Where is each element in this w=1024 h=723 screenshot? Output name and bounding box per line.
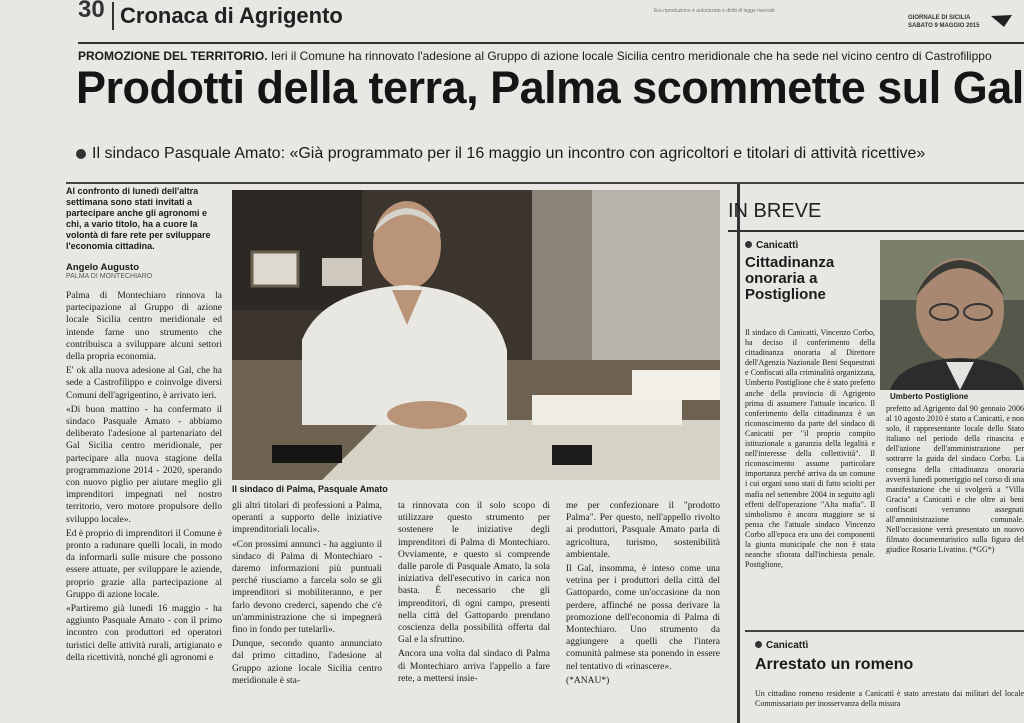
postiglione-portrait-illustration [880, 240, 1024, 390]
paragraph: «Partiremo già lunedì 16 maggio - ha aggiunto Pasquale Amato - con il primo incontro con produttori ed operatori turistici delle attività rurali, artigianato e della ricettività, nonché gli agronomi e [66, 604, 222, 663]
article-column-2 [232, 500, 382, 723]
brief-text: Un cittadino romeno residente a Canicattì è stato arrestato dai militari del locale Commissariato per inosservanza della misura [755, 689, 1024, 708]
author-name: Angelo Augusto [66, 262, 139, 273]
in-breve-rule [728, 230, 1024, 232]
bullet-icon [76, 149, 86, 159]
paragraph: «Con prossimi annunci - ha aggiunto il sindaco di Palma di Montechiaro - daremo informazioni più puntuali perché riusciamo a farcela solo se gli imprenditori si mobiliteranno, e per farlo devono crederci, sapendo che c'è un'amministrazione che si impegnerà fino in fondo per tutelarli». [232, 539, 382, 636]
sicily-logo-icon [990, 14, 1014, 28]
column-divider [737, 184, 740, 723]
kicker [78, 49, 1024, 63]
portrait-caption: Umberto Postiglione [890, 392, 969, 401]
byline [66, 262, 222, 280]
paragraph: ta rinnovata con il solo scopo di utilizzare questo strumento per sostenere le iniziative degli imprenditori di Palma di Montechiaro. Ovviamente, e questo si comprende dalle parole di Pasquale Amato, la sola iniziativa dell'esecutivo in carica non basta. È necessario che gli imprenditori, di ogni campo, presenti nella città del Gattopardo prendano coscienza della possibilità offerta dal Gal e la sfruttino. [398, 501, 550, 646]
page-header [78, 0, 1024, 38]
intro-summary: Al confronto di lunedì dell'altra settimana sono stati invitati a partecipare anche gli agronomi e chi, a vario titolo, ha a cuore la volontà di fare rete per sviluppare l'economia cittadina. [66, 186, 211, 251]
paragraph: (*ANAU*) [566, 675, 610, 686]
brief-title: Arrestato un romeno [755, 656, 914, 673]
page-number: 30 [78, 0, 105, 23]
newspaper-name: GIORNALE DI SICILIA [908, 15, 971, 21]
mayor-photo [232, 190, 720, 480]
brief-text-column-b: prefetto ad Agrigento dal 90 gennaio 2006 al 10 agosto 2010 è stato a Canicattì, e non solo, il rappresentante locale dello Stato italiano nel periodo della rinascita e dell'azione dell'amministrazione per sottrarre la guida del sindaco Corbo. La consegna della cittadinanza onoraria avverrà lunedì pomeriggio nel corso di una manifestazione che si svolgerà a "Villa Gracia" a Canicattì e che oltre ai beni confiscati verranno assegnati all'amministrazione comunale. Nell'occasione verrà presentato un nuovo filmato documentaristico sulla figura del giudice Rosario Livatino. (*GG*) [886, 404, 1024, 555]
brief-item-arresto [755, 640, 1024, 713]
article-column-1 [66, 290, 222, 723]
brief-rule [745, 630, 1024, 632]
paragraph: Il Gal, insomma, è inteso come una vetrina per i produttori della città del Gattopardo, come un'occasione da non perdere, affinché ne possa derivare la promozione dell'economia di Palma di Montechiaro. Uno strumento da aggiungere a quelli che l'intera comunità palmese sta ponendo in essere nel tentativo di «rinascere». [566, 564, 720, 672]
section-title: Cronaca di Agrigento [112, 2, 343, 30]
brief-title: Cittadinanza onoraria a Postiglione [745, 254, 835, 303]
paragraph: «Di buon mattino - ha confermato il sindaco Pasquale Amato - abbiamo deliberato l'adesione al partenariato del Gal Sicilia centro meridionale, per partecipare alla nuova stagione della programmazione 2014 - 2020, sperando con nuovo piglio per aiutare meglio gli imprenditori impegnati nel nostro territorio, vero motore propulsore dello sviluppo locale». [66, 404, 222, 525]
subheadline-text: Il sindaco Pasquale Amato: «Già programmato per il 16 maggio un incontro con agricoltori e titolari di attività ricettive» [92, 145, 926, 162]
paragraph: Dunque, secondo quanto annunciato dal primo cittadino, l'adesione al Gruppo azione locale Sicilia centro meridionale è sta- [232, 639, 382, 686]
photo-caption: Il sindaco di Palma, Pasquale Amato [232, 484, 388, 494]
kicker-text: Ieri il Comune ha rinnovato l'adesione al Gruppo di azione locale Sicilia centro meridionale che ha sede nel vicino centro di Castrofilippo [270, 49, 992, 63]
mayor-photo-illustration [232, 190, 720, 480]
subheadline [76, 145, 1024, 163]
paragraph: Ed è proprio di imprenditori il Comune è pronto a radunare quelli locali, in modo da informarli sulle misure che possono essere attuate, per sviluppare le aziende, proprio grazie alla partecipazione al Gruppo di azione locale. [66, 528, 222, 600]
article-column-3 [398, 500, 550, 723]
paragraph: Palma di Montechiaro rinnova la partecipazione al Gruppo di azione locale Sicilia centro meridionale ed intende farne uno strumento che contribuisca a sviluppare alcuni settori della propria economia. [66, 291, 222, 363]
paragraph: me per confezionare il "prodotto Palma". Per questo, nell'appello rivolto ai produttori, Pasquale Amato parla di agricoltura, turismo, sostenibilità ambientale. [566, 501, 720, 560]
dateline: PALMA DI MONTECHIARO [66, 273, 153, 280]
headline-rule [66, 182, 1024, 184]
paragraph: E' ok alla nuova adesione al Gal, che ha sede a Castrofilippo e coinvolge diversi Comuni dell'agrigentino, è arrivato ieri. [66, 366, 222, 401]
brief-location-tag: Canicattì [745, 240, 875, 251]
brief-text-column-a: Il sindaco di Canicattì, Vincenzo Corbo, ha deciso il conferimento della cittadinanza onoraria al Direttore dell'Agenzia Nazionale Beni Sequestrati e Confiscati alla criminalità organizzata, Umberto Postiglione che è stato prefetto anche della provincia di Agrigento prima di assumere l'attuale incarico. Il conferimento della cittadinanza è un riconoscimento da parte del sindaco di Canicattì per "il proprio compito istituzionale a garanzia della legalità e nell'interesse della collettività". Il riconoscimento assume particolare importanza perché arriva da un comune i cui organi sono stati di fatto sciolti per mafia nel settembre 2004 in seguito agli effetti dell'operazione "Alta mafia". Il simbolismo è ancora maggiore se si pensa che l'attuale sindaco Vincenzo Corbo all'epoca era uno dei componenti la giunta municipale che non è stata neanche sfiorata dall'inchiesta penale. Postiglione, [745, 328, 875, 570]
paragraph: gli altri titolari di professioni a Palma, operanti a supporto delle iniziative imprenditoriali locali». [232, 501, 382, 536]
header-rule [78, 42, 1024, 44]
headline: Prodotti della terra, Palma scommette sul Gal [76, 62, 1024, 113]
newspaper-date: SABATO 9 MAGGIO 2015 [908, 23, 980, 29]
reproduction-notice: Era riproduzione è autorizzata e diritti di legge riservati [654, 8, 775, 14]
kicker-label: PROMOZIONE DEL TERRITORIO. [78, 49, 268, 63]
brief-item-postiglione [745, 240, 875, 303]
postiglione-photo [880, 240, 1024, 390]
paragraph: Ancora una volta dal sindaco di Palma di Montechiaro arriva l'appello a fare rete, a mettersi insie- [398, 649, 550, 684]
article-column-4 [566, 500, 720, 723]
in-breve-title: IN BREVE [728, 200, 822, 222]
brief-location-tag: Canicattì [755, 640, 1024, 651]
